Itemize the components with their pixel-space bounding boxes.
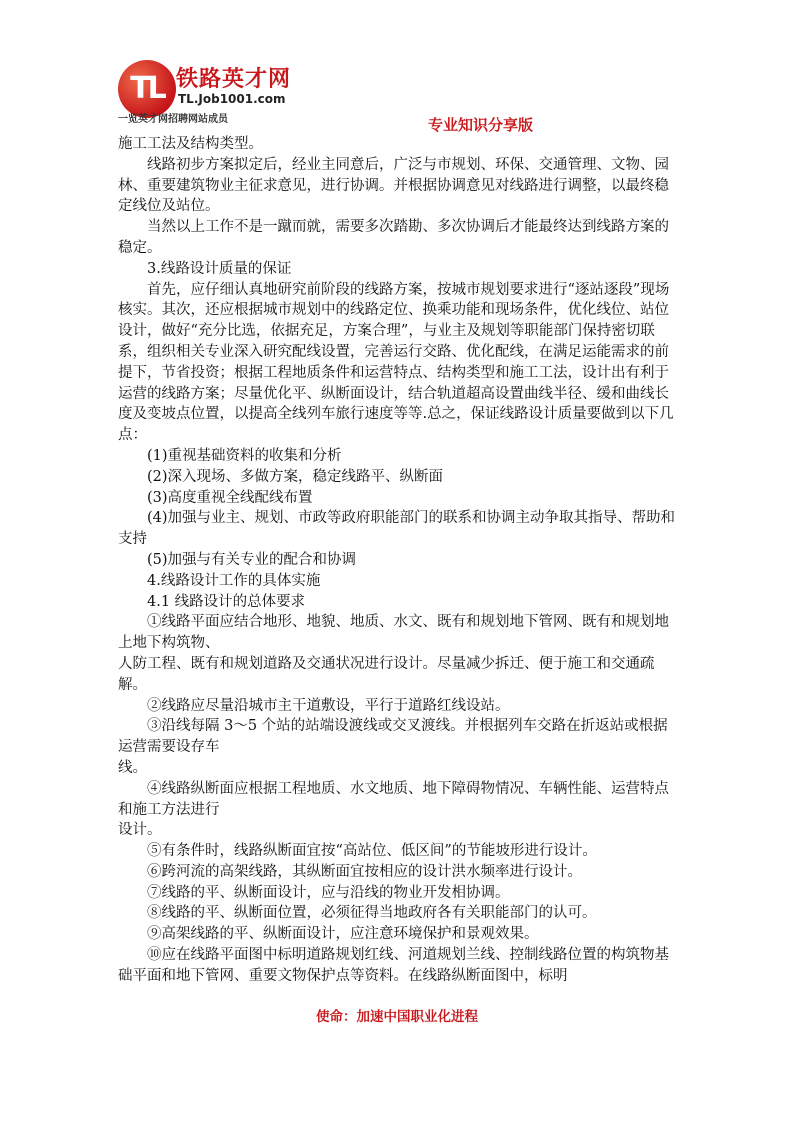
- list-item: ⑥跨河流的高架线路，其纵断面宜按相应的设计洪水频率进行设计。: [118, 863, 582, 880]
- list-item: ③沿线每隔 3～5 个站的站端设渡线或交叉渡线。并根据列车交路在折返站或根据运营需要设存车: [118, 718, 668, 756]
- section-heading: 4.线路设计工作的具体实施: [118, 572, 321, 589]
- list-item: (3)高度重视全线配线布置: [118, 489, 313, 506]
- header-tagline: 专业知识分享版: [428, 116, 534, 134]
- paragraph: 当然以上工作不是一蹴而就，需要多次踏勘、多次协调后才能最终达到线路方案的稳定。: [118, 219, 669, 256]
- page-header: [118, 58, 678, 134]
- list-item: ⑧线路的平、纵断面位置，必须征得当地政府各有关职能部门的认可。: [118, 905, 597, 922]
- list-item: (4)加强与业主、规划、市政等政府职能部门的联系和协调主动争取其指导、帮助和支持: [118, 510, 676, 548]
- logo-url: TL.Job1001.com: [178, 92, 286, 106]
- list-item: ④线路纵断面应根据工程地质、水文地质、地下障碍物情况、车辆性能、运营特点和施工方法进行: [118, 780, 669, 818]
- section-heading: 3.线路设计质量的保证: [118, 260, 292, 277]
- list-item: (2)深入现场、多做方案，稳定线路平、纵断面: [118, 468, 444, 485]
- list-item: ⑤有条件时，线路纵断面宜按“高站位、低区间”的节能坡形进行设计。: [118, 843, 597, 860]
- paragraph: 人防工程、既有和规划道路及交通状况进行设计。尽量减少拆迁、便于施工和交通疏解。: [118, 655, 655, 693]
- logo-slogan: 一览英才网招聘网站成员: [118, 114, 228, 125]
- list-item: ⑨高架线路的平、纵断面设计，应注意环境保护和景观效果。: [118, 926, 539, 943]
- paragraph: 施工工法及结构类型。: [118, 136, 263, 152]
- document-body: [118, 134, 678, 987]
- paragraph: 首先，应仔细认真地研究前阶段的线路方案，按城市规划要求进行“逐站逐段”现场核实。其次，还应根据城市规划中的线路定位、换乘功能和现场条件，优化线位、站位设计，做好“充分比选，依据充足，方案合理”，与业主及规划等职能部门保持密切联系，组织相关专业深入研究配线设置，完善运行交路、优化配线，在满足运能需求的前提下，节省投资；根据工程地质条件和运营特点、结构类型和施工工法，设计出有利于运营的线路方案；尽量优化平、纵断面设计，结合轨道超高设置曲线半径、缓和曲线长度及变坡点位置，以提高全线列车旅行速度等等.总之，保证线路设计质量要做到以下几点：: [118, 281, 674, 444]
- paragraph: 线路初步方案拟定后，经业主同意后，广泛与市规划、环保、交通管理、文物、园林、重要建筑物业主征求意见，进行协调。并根据协调意见对线路进行调整，以最终稳定线位及站位。: [118, 156, 669, 215]
- paragraph: 线。: [118, 759, 147, 776]
- list-item: ⑦线路的平、纵断面设计，应与沿线的物业开发相协调。: [118, 884, 510, 901]
- list-item: (5)加强与有关专业的配合和协调: [118, 551, 357, 568]
- paragraph: 设计。: [118, 822, 162, 839]
- page-footer: 使命：加速中国职业化进程: [316, 1009, 478, 1025]
- subsection-heading: 4.1 线路设计的总体要求: [118, 593, 306, 610]
- logo-name: 铁路英才网: [176, 67, 292, 92]
- list-item: ①线路平面应结合地形、地貌、地质、水文、既有和规划地下管网、既有和规划地上地下构筑物、: [118, 614, 669, 652]
- logo-mark: TL: [130, 71, 164, 106]
- list-item: ②线路应尽量沿城市主干道敷设，平行于道路红线设站。: [118, 697, 510, 714]
- list-item: (1)重视基础资料的收集和分析: [118, 447, 342, 464]
- list-item: ⑩应在线路平面图中标明道路规划红线、河道规划兰线、控制线路位置的构筑物基础平面和地下管网、重要文物保护点等资料。在线路纵断面图中，标明: [118, 947, 669, 984]
